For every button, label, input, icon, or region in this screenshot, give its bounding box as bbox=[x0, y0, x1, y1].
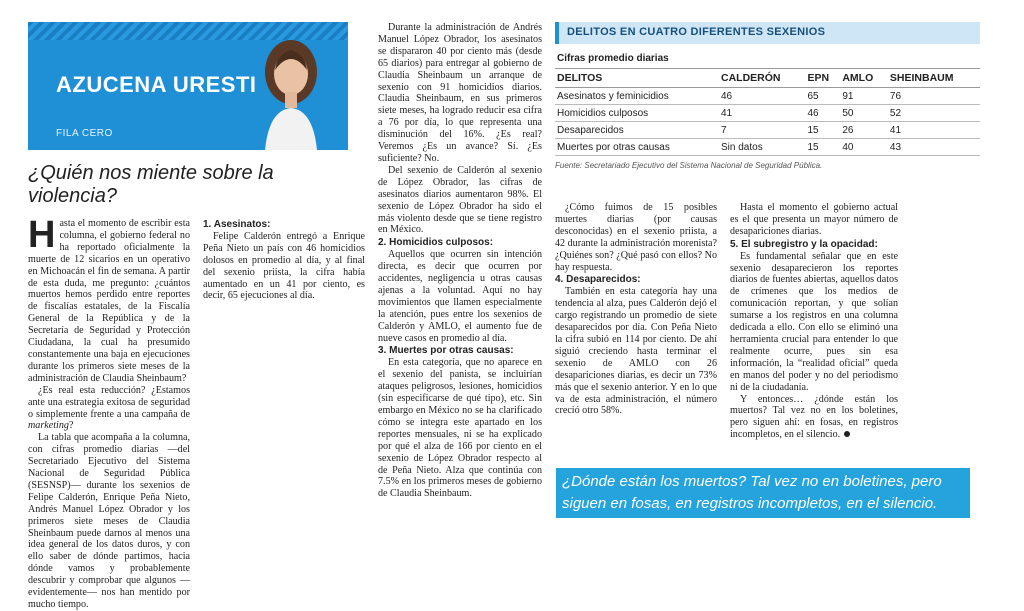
paragraph: ¿Cómo fuimos de 15 posibles muertes diarias (por causas desconocidas) en el sexenio priista, a 42 durante la administración morenista? ¿Quiénes son? ¿Qué pasó con ellos? No hay respuesta. bbox=[555, 202, 718, 273]
cell: 40 bbox=[840, 139, 888, 156]
data-table bbox=[555, 68, 980, 156]
paragraph: Aquellos que ocurren sin intención directa, es decir que ocurren por accidentes, negligencia u otras causas ajenas a la voluntad. Aquí no hay movimientos que llamen especialmente la atención, pues entre los sexenios de Calderón y AMLO, el aumento fue de nueve casos en promedio al día. bbox=[378, 249, 542, 344]
subheading-culposos: 2. Homicidios culposos: bbox=[378, 237, 494, 249]
subheading-subregistro: 5. El subregistro y la opacidad: bbox=[730, 238, 878, 250]
article-column-2 bbox=[203, 218, 365, 302]
table-row bbox=[555, 139, 980, 156]
header-cell: EPN bbox=[805, 69, 840, 88]
author-portrait bbox=[245, 30, 335, 150]
table-row bbox=[555, 122, 980, 139]
article-column-4 bbox=[555, 202, 717, 417]
cell: 26 bbox=[840, 122, 888, 139]
paragraph: En esta categoría, que no aparece en el sexenio del panista, se incluirían ataques peligrosos, lesiones, homicidios (sin especificarse de qué tipo), etc. Sin embargo en México no se ha clarificado cómo se integra este apartado en los reportes mensuales, ni se ha explicado por qué el alza de 166 por ciento en el sexenio de López Obrador respecto al de Peña Nieto. Alza que continúa con 7.5% en los primeros meses de gobierno de Claudia Sheinbaum. bbox=[378, 357, 542, 500]
cell: 15 bbox=[805, 139, 840, 156]
cell: Muertes por otras causas bbox=[555, 139, 719, 156]
table-row bbox=[555, 88, 980, 105]
paragraph: Es fundamental señalar que en este sexenio desaparecieron los reportes diarios de fuentes abiertas, aquellos datos de crímenes que los medios de comunicación reportan, y que solían sumarse a los registros en una columna dedicada a ello. Con ello se eliminó una herramienta crucial para entender lo que realmente ocurre, pues sin esa información, la “realidad oficial” queda en manos del poder y no del periodismo ni de la ciudadanía. bbox=[730, 250, 898, 393]
cell: 43 bbox=[888, 139, 980, 156]
subheading-asesinatos: 1. Asesinatos: bbox=[203, 219, 271, 230]
header-cell: AMLO bbox=[840, 69, 888, 88]
paragraph: ¿Es real esta reducción? ¿Estamos ante una estrategia exitosa de seguridad o simplemente frente a una campaña de bbox=[28, 384, 190, 420]
column-name: FILA CERO bbox=[56, 128, 113, 139]
cell: Homicidios culposos bbox=[555, 105, 719, 122]
paragraph: asta el momento de escribir esta columna, el gobierno federal no ha reportado oficialmente la muerte de 12 sicarios en un operativo en Michoacán el fin de semana. A partir de esta duda, me pregunto: ¿cuántos muertos hemos perdido entre reportes de fiscalías estatales, de la Fiscalía General de la República y de la Secretaría de Seguridad y Protección Ciudadana, la cual ha presumido constantemente una baja en ejecuciones durante los primeros siete meses de la administración de Claudia Sheinbaum? bbox=[28, 218, 190, 384]
header-cell: SHEINBAUM bbox=[888, 69, 980, 88]
table-source: Fuente: Secretariado Ejecutivo del Sistema Nacional de Seguridad Pública. bbox=[555, 161, 823, 170]
cell: 76 bbox=[888, 88, 980, 105]
cell: 41 bbox=[888, 122, 980, 139]
paragraph: Del sexenio de Calderón al sexenio de López Obrador, las cifras de asesinatos diarios aumentaron 98%. El sexenio de López Obrador ha sido el más violento desde que se tiene registro en México. bbox=[378, 164, 542, 236]
cell: 52 bbox=[888, 105, 980, 122]
subheading-desaparecidos: 4. Desaparecidos: bbox=[555, 274, 641, 286]
header-cell: CALDERÓN bbox=[719, 69, 805, 88]
author-name: AZUCENA URESTI bbox=[56, 72, 257, 97]
pullquote: ¿Dónde están los muertos? Tal vez no en boletines, pero siguen en fosas, en registros incompletos, en el silencio. bbox=[556, 468, 970, 518]
end-mark-icon bbox=[844, 431, 850, 437]
paragraph-end: ? bbox=[68, 420, 74, 432]
cell: Sin datos bbox=[719, 139, 805, 156]
cell: 15 bbox=[805, 122, 840, 139]
cell: 91 bbox=[840, 88, 888, 105]
cell: 46 bbox=[805, 105, 840, 122]
cell: Asesinatos y feminicidios bbox=[555, 88, 719, 105]
emphasis: marketing bbox=[28, 420, 69, 432]
cell: 41 bbox=[719, 105, 805, 122]
article-column-1 bbox=[28, 214, 190, 611]
article-column-5 bbox=[730, 202, 898, 441]
dropcap: H bbox=[28, 214, 56, 256]
paragraph: Hasta el momento el gobierno actual es el que presenta un mayor número de desapariciones diarias. bbox=[730, 202, 898, 237]
table-title-bar bbox=[555, 22, 980, 44]
cell: Desaparecidos bbox=[555, 122, 719, 139]
paragraph: Y entonces… ¿dónde están los muertos? Tal vez no en los boletines, pero siguen ahí: en fosas, en registros incompletos, en el silencio. bbox=[730, 393, 898, 441]
header-cell: DELITOS bbox=[555, 69, 719, 88]
cell: 65 bbox=[805, 88, 840, 105]
article-column-3 bbox=[378, 22, 542, 500]
cell: 50 bbox=[840, 105, 888, 122]
table-row bbox=[555, 105, 980, 122]
headline: ¿Quién nos miente sobre la violencia? bbox=[28, 162, 274, 207]
table-title: DELITOS EN CUATRO DIFERENTES SEXENIOS bbox=[567, 26, 826, 38]
paragraph: Durante la administración de Andrés Manuel López Obrador, los asesinatos se dispararon 40 por ciento más (desde 65 diarios) para entregar al gobierno de Claudia Sheinbaum un arranque de sexenio con 91 homicidios diarios. Claudia Sheinbaum, en sus primeros siete meses, ha logrado reducir esa cifra a 76 por día, lo que representa una disminución del 16%. ¿Es real? Veremos ¿Es un avance? Sí. ¿Es suficiente? No. bbox=[378, 22, 542, 164]
paragraph: La tabla que acompaña a la columna, con cifras promedio diarias —del Secretariado Ejecutivo del Sistema Nacional de Seguridad Pública (SESNSP)— durante los sexenios de Felipe Calderón, Enrique Peña Nieto, Andrés Manuel López Obrador y los primeros siete meses de Claudia Sheinbaum puede darnos al menos una idea general de los datos duros, y con ello saber de dónde partimos, hacia dónde vamos y probablemente descubrir y comprobar que algunos —evidentemente— nos han mentido por mucho tiempo. bbox=[28, 432, 190, 610]
paragraph: Felipe Calderón entregó a Enrique Peña Nieto un país con 46 homicidios dolosos en promedio al día, y al final del sexenio priista, la cifra había aumentado en un 41 por ciento, es decir, 65 ejecuciones al día. bbox=[203, 230, 365, 302]
cell: 46 bbox=[719, 88, 805, 105]
table-header-row bbox=[555, 69, 980, 88]
cell: 7 bbox=[719, 122, 805, 139]
table-subtitle: Cifras promedio diarias bbox=[557, 53, 669, 64]
subheading-otras-causas: 3. Muertes por otras causas: bbox=[378, 345, 514, 357]
paragraph: También en esta categoría hay una tendencia al alza, pues Calderón dejó el cargo registrando un promedio de siete desaparecidos por día. Con Peña Nieto la cifra subió en 114 por ciento. De ahí siguió creciendo hasta terminar el sexenio de AMLO con 26 desapariciones diarias, es decir un 73% más que el sexenio anterior. Y en lo que va de esta administración, el número creció otro 58%. bbox=[555, 286, 717, 417]
crime-table bbox=[555, 22, 980, 170]
